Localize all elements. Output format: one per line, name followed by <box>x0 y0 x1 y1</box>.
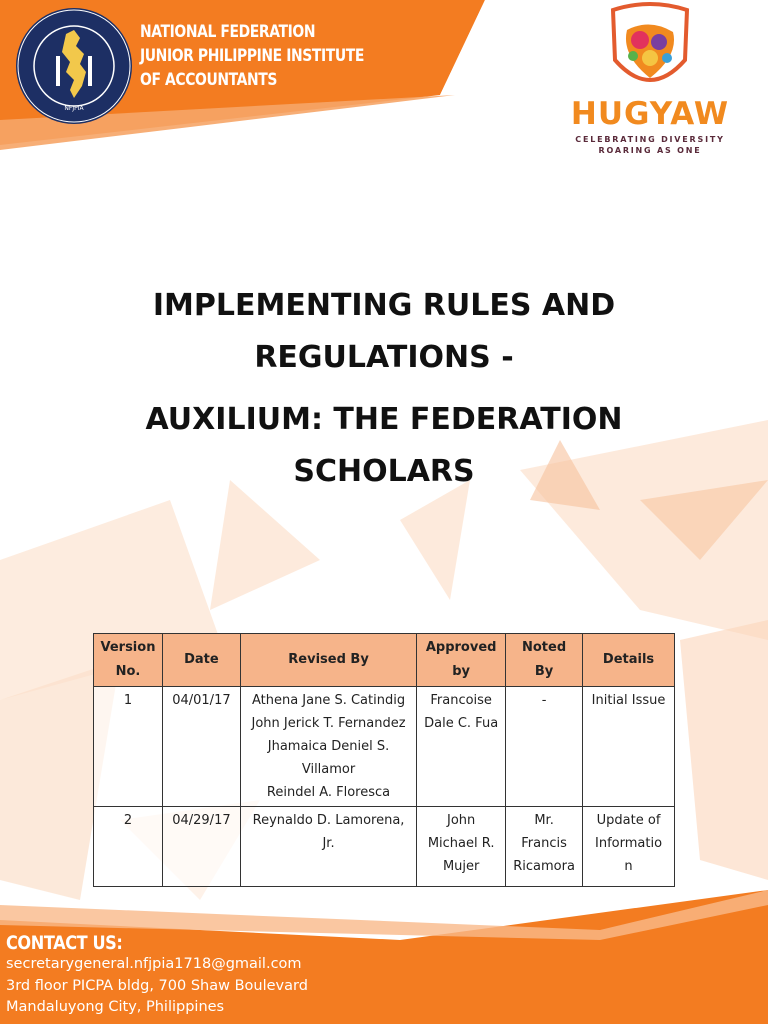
table-row <box>94 687 675 807</box>
noted-by-line: Mr. <box>534 813 554 828</box>
org-line-1: NATIONAL FEDERATION <box>140 22 316 42</box>
hugyaw-logo-text: HUGYAW <box>570 96 730 132</box>
details-line: Update of <box>596 813 661 828</box>
cell-revised-by <box>240 687 416 807</box>
noted-by-line: Francis <box>521 836 567 851</box>
header-date: Date <box>162 634 240 687</box>
contact-address-line-1: 3rd floor PICPA bldg, 700 Shaw Boulevard <box>6 977 308 994</box>
cell-version: 1 <box>94 687 163 807</box>
header-noted-line-2: By <box>534 664 554 679</box>
details-line: Informatio <box>595 836 663 851</box>
org-line-3: OF ACCOUNTANTS <box>140 70 278 90</box>
revised-by-line: John Jerick T. Fernandez <box>251 716 406 731</box>
header-approved-line-1: Approved <box>425 640 497 655</box>
document-title-line-1: IMPLEMENTING RULES AND <box>152 288 616 323</box>
approved-by-line: John <box>447 813 476 828</box>
noted-by-line: Ricamora <box>513 859 575 874</box>
header-details: Details <box>583 634 675 687</box>
cell-details <box>583 807 675 887</box>
revised-by-line: Jhamaica Deniel S. <box>267 739 390 754</box>
cell-approved-by <box>417 807 506 887</box>
contact-heading: CONTACT US: <box>6 932 123 954</box>
document-title-line-3: AUXILIUM: THE FEDERATION <box>145 402 623 437</box>
organization-name <box>140 20 364 92</box>
contact-section <box>6 932 308 1019</box>
contact-email[interactable]: secretarygeneral.nfjpia1718@gmail.com <box>6 956 302 972</box>
approved-by-line: Michael R. <box>427 836 495 851</box>
header-version-line-2: No. <box>115 664 141 679</box>
cell-date: 04/29/17 <box>162 807 240 887</box>
revised-by-line: Athena Jane S. Catindig <box>251 693 406 708</box>
nfjpia-seal-logo <box>14 6 134 126</box>
header-noted-by <box>506 634 583 687</box>
revised-by-line: Villamor <box>301 762 356 777</box>
header-version-line-1: Version <box>100 640 156 655</box>
org-line-2: JUNIOR PHILIPPINE INSTITUTE <box>140 46 364 66</box>
document-title-line-2: REGULATIONS - <box>254 340 514 375</box>
details-line: Initial Issue <box>591 693 666 708</box>
header-revised-by: Revised By <box>240 634 416 687</box>
approved-by-line: Francoise <box>430 693 492 708</box>
cell-version: 2 <box>94 807 163 887</box>
approved-by-line: Dale C. Fua <box>424 716 499 731</box>
header-approved-line-2: by <box>452 664 471 679</box>
revised-by-line: Reindel A. Floresca <box>266 785 391 800</box>
logo-tagline-2: ROARING AS ONE <box>598 146 702 155</box>
cell-date: 04/01/17 <box>162 687 240 807</box>
cell-noted-by <box>506 687 583 807</box>
header-version <box>94 634 163 687</box>
cell-details <box>583 687 675 807</box>
revision-history-table <box>93 633 675 887</box>
noted-by-line: - <box>541 693 547 708</box>
cell-revised-by <box>240 807 416 887</box>
header-approved-by <box>417 634 506 687</box>
table-row <box>94 807 675 887</box>
approved-by-line: Mujer <box>442 859 480 874</box>
header-noted-line-1: Noted <box>522 640 567 655</box>
svg-text:NFJPIA: NFJPIA <box>64 105 84 112</box>
details-line: n <box>624 859 633 874</box>
table-header-row <box>94 634 675 687</box>
document-title-line-4: SCHOLARS <box>293 454 475 489</box>
logo-tagline-1: CELEBRATING DIVERSITY <box>575 135 725 144</box>
contact-address-line-2: Mandaluyong City, Philippines <box>6 999 225 1015</box>
revised-by-line: Jr. <box>322 836 335 851</box>
revised-by-line: Reynaldo D. Lamorena, <box>252 813 405 828</box>
cell-noted-by <box>506 807 583 887</box>
cell-approved-by <box>417 687 506 807</box>
